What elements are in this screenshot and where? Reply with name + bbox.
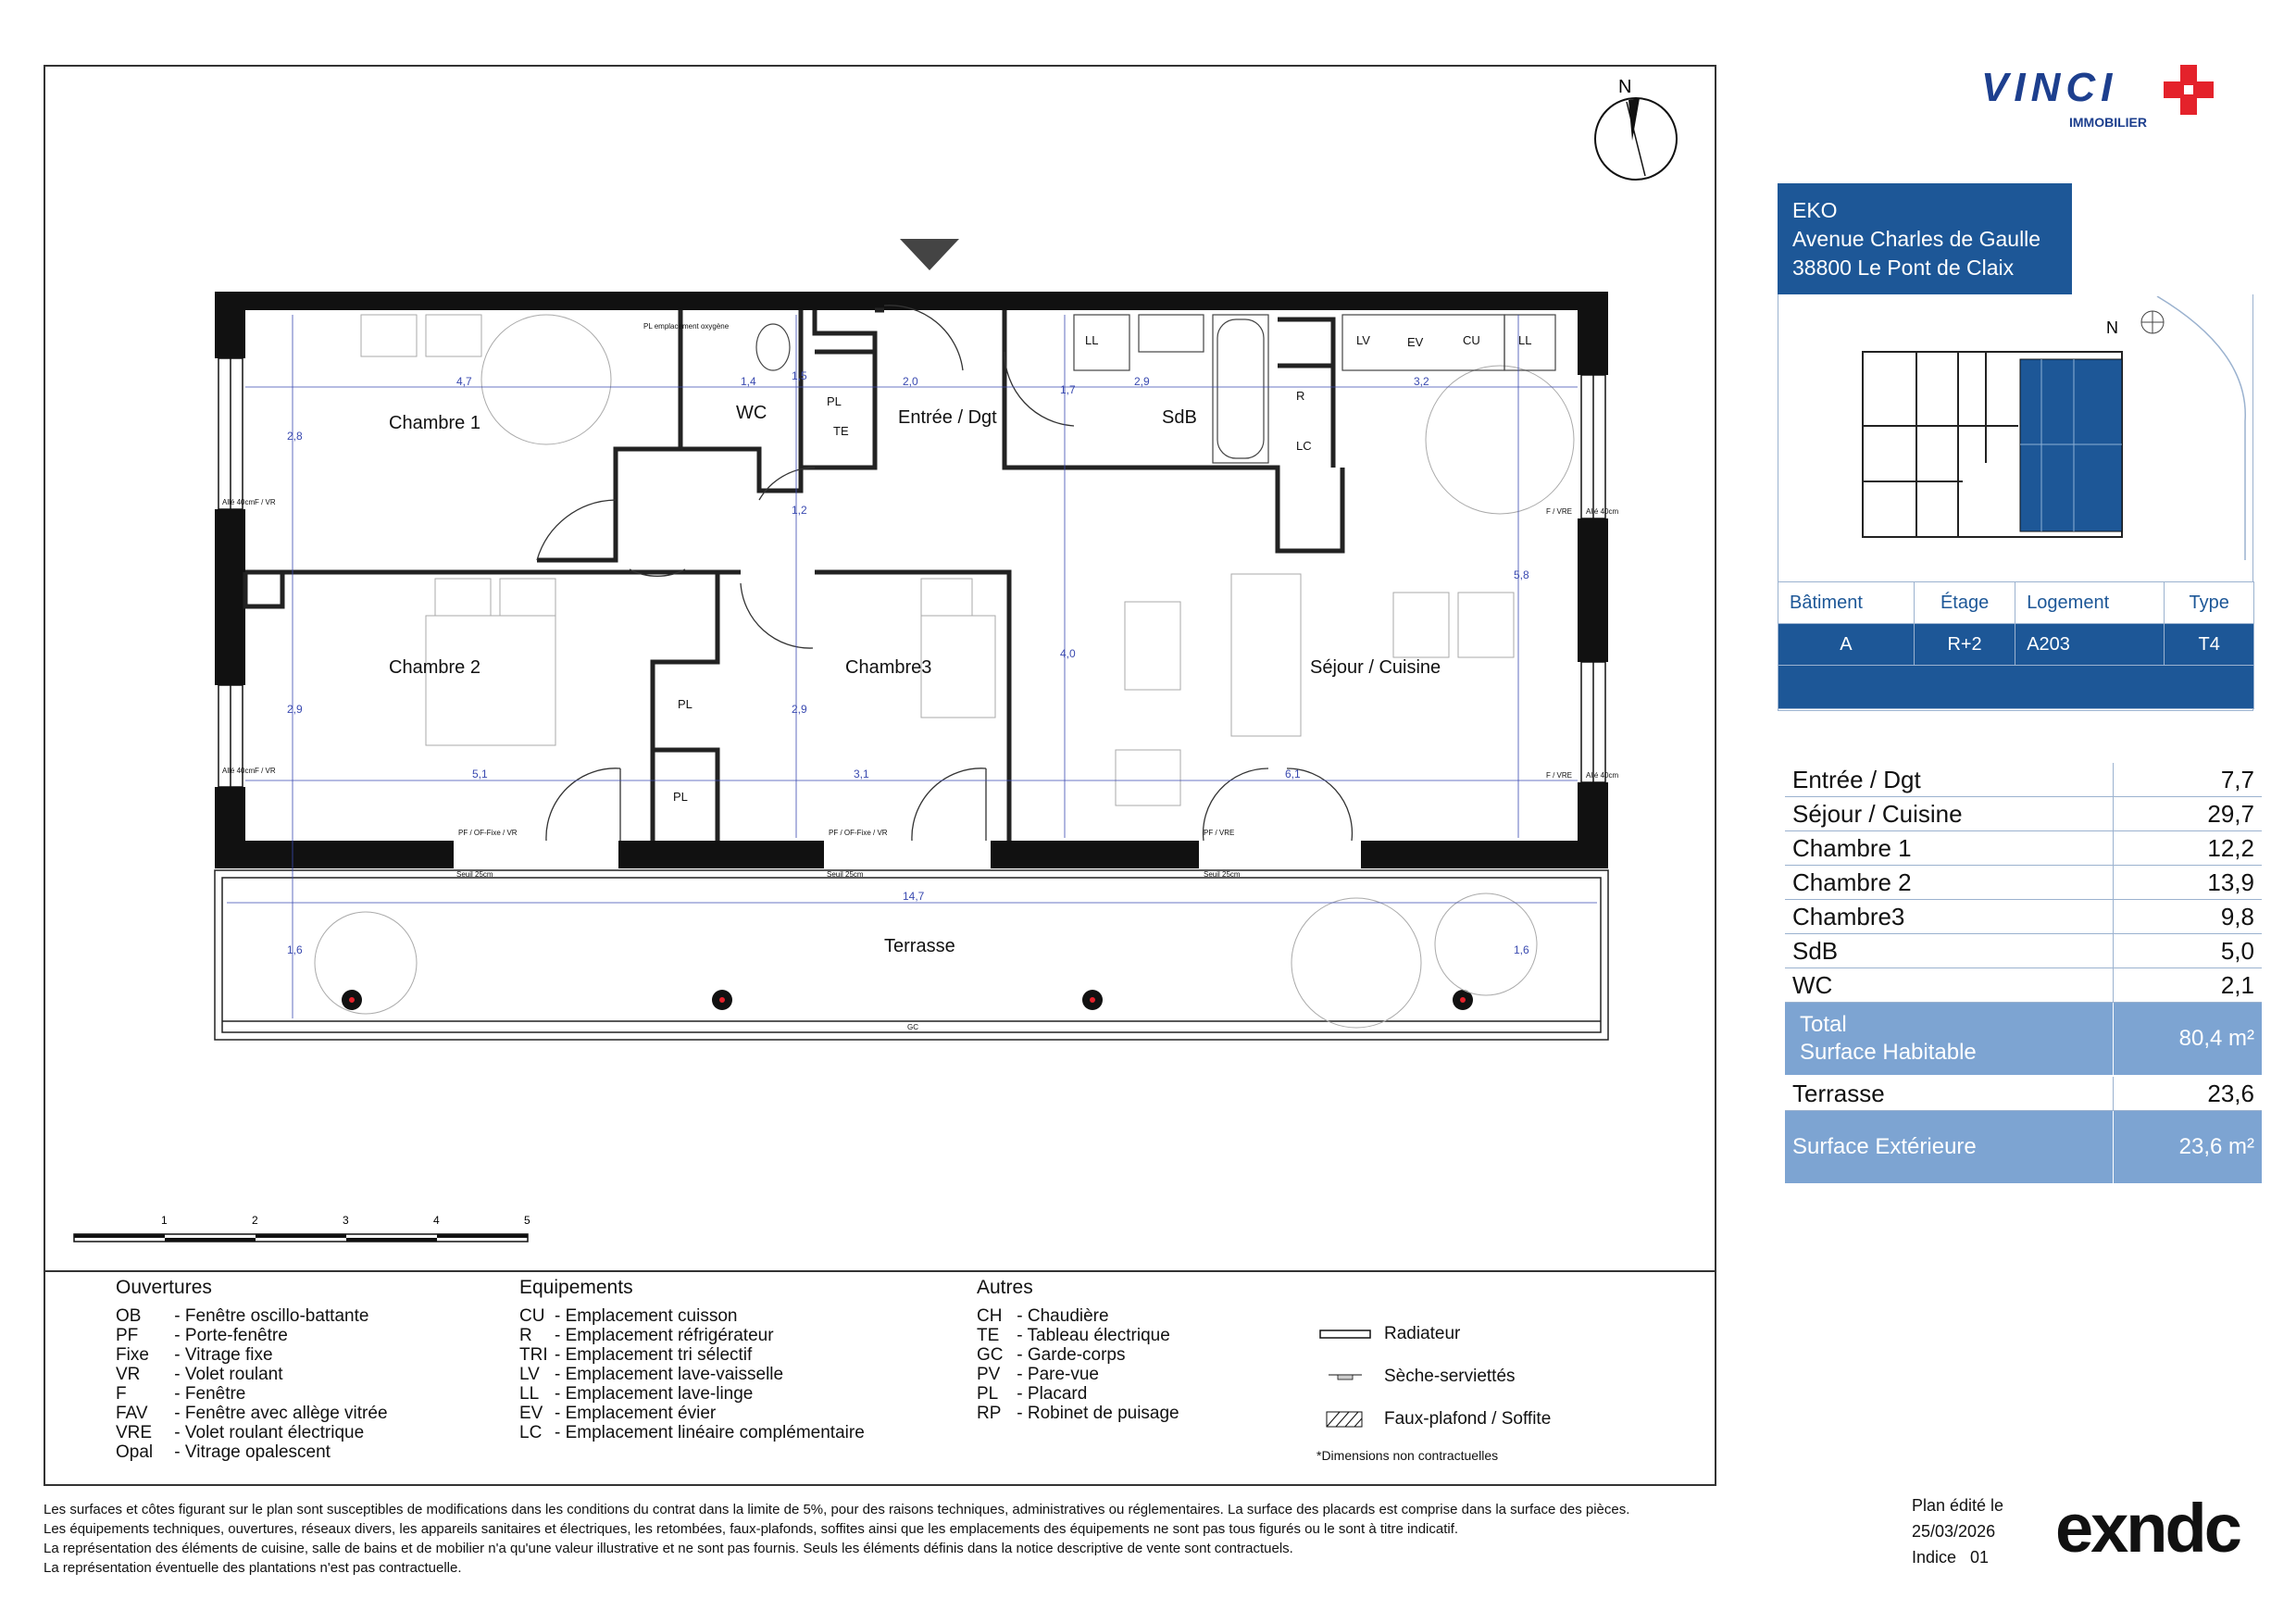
dim: 2,8 bbox=[287, 430, 303, 443]
pl-note: PL emplacement oxygène bbox=[643, 322, 730, 331]
header-batiment: Bâtiment bbox=[1778, 582, 1915, 624]
dim: 1,2 bbox=[792, 504, 807, 517]
room-name: SdB bbox=[1785, 934, 2113, 968]
symbol-label: Radiateur bbox=[1384, 1324, 1461, 1343]
fixture-lv: LV bbox=[1356, 333, 1370, 347]
fixture-pl: PL bbox=[673, 790, 688, 804]
header-type: Type bbox=[2165, 582, 2254, 624]
fixture-pl: PL bbox=[827, 394, 842, 408]
room-name: Chambre3 bbox=[1785, 900, 2113, 934]
total-exterior-label: Surface Extérieure bbox=[1785, 1111, 2113, 1185]
window-note: F / VR bbox=[255, 498, 276, 506]
value-logement: A203 bbox=[2015, 624, 2165, 666]
scale-bar bbox=[74, 1214, 530, 1242]
fixture-cu: CU bbox=[1463, 333, 1480, 347]
total-habitable-label: Total Surface Habitable bbox=[1785, 1003, 2113, 1077]
north-compass-icon bbox=[1595, 77, 1677, 180]
value-etage: R+2 bbox=[1914, 624, 2015, 666]
seuil-note: Seuil 25cm bbox=[456, 870, 493, 879]
door-note: PF / OF-Fixe / VR bbox=[829, 829, 888, 837]
dim: 1,6 bbox=[1514, 943, 1529, 956]
seuil-note: Seuil 25cm bbox=[827, 870, 864, 879]
room-name: Entrée / Dgt bbox=[1785, 763, 2113, 797]
north-label: N bbox=[1618, 77, 1632, 97]
north-label: N bbox=[2106, 318, 2118, 337]
dimensions-note: *Dimensions non contractuelles bbox=[1316, 1448, 1499, 1463]
label-chambre3: Chambre3 bbox=[845, 657, 932, 678]
dim: 3,2 bbox=[1414, 375, 1429, 388]
fixture-ev: EV bbox=[1407, 335, 1424, 349]
fixture-r: R bbox=[1296, 389, 1305, 403]
scale-tick: 3 bbox=[343, 1214, 349, 1227]
vinci-logo: VINCI IMMOBILIER bbox=[1981, 65, 2117, 111]
label-chambre1: Chambre 1 bbox=[389, 413, 480, 433]
room-name: WC bbox=[1785, 968, 2113, 1003]
label-chambre2: Chambre 2 bbox=[389, 657, 480, 678]
window-note: Allé 40cm bbox=[1586, 771, 1619, 780]
legend-autres: Autres CH - Chaudière TE - Tableau électrique GC - Garde-corps PV - Pare-vue PL - Placard RP - Robinet de puisage bbox=[977, 1277, 1179, 1423]
fixture-te: TE bbox=[833, 424, 849, 438]
dim: 1,6 bbox=[287, 943, 303, 956]
dim: 2,0 bbox=[903, 375, 918, 388]
legend-equipements: Equipements CU - Emplacement cuisson R - Emplacement réfrigérateur TRI - Emplacement tri sélectif LV - Emplacement lave-vaisselle LL - Emplacement lave-linge EV - Emplacement évier LC - Emplacement linéaire complémentaire bbox=[519, 1277, 865, 1442]
building-key-plan bbox=[1852, 296, 2250, 574]
fixture-pl: PL bbox=[678, 697, 693, 711]
dim: 2,9 bbox=[287, 703, 303, 716]
dim: 5,1 bbox=[472, 768, 488, 780]
fixture-ll: LL bbox=[1518, 333, 1532, 347]
scale-tick: 1 bbox=[161, 1214, 168, 1227]
symbol-label: Faux-plafond / Soffite bbox=[1384, 1409, 1552, 1429]
dim: 5,8 bbox=[1514, 568, 1529, 581]
window-note: Allé 40cm bbox=[222, 767, 256, 775]
room-name: Terrasse bbox=[1785, 1076, 2113, 1111]
room-area: 9,8 bbox=[2113, 900, 2262, 934]
window-note: F / VR bbox=[255, 767, 276, 775]
fixture-lc: LC bbox=[1296, 439, 1312, 453]
room-area: 29,7 bbox=[2113, 797, 2262, 831]
room-name: Chambre 2 bbox=[1785, 866, 2113, 900]
legend-separator bbox=[44, 1270, 1716, 1272]
edition-info bbox=[1912, 1492, 2003, 1570]
hatch-icon bbox=[1319, 1410, 1371, 1429]
label-entree: Entrée / Dgt bbox=[898, 407, 997, 428]
vinci-mark-icon bbox=[2162, 65, 2217, 130]
window-note: F / VRE bbox=[1546, 771, 1573, 780]
legend-symbols bbox=[1319, 1313, 1551, 1441]
dim: 1,5 bbox=[792, 369, 807, 382]
dim: 6,1 bbox=[1285, 768, 1301, 780]
room-area: 5,0 bbox=[2113, 934, 2262, 968]
total-habitable-value: 80,4 m² bbox=[2113, 1003, 2262, 1077]
room-area: 13,9 bbox=[2113, 866, 2262, 900]
legend-ouvertures: Ouvertures OB - Fenêtre oscillo-battante PF - Porte-fenêtre Fixe - Vitrage fixe VR - Volet roulant F - Fenêtre FAV - Fenêtre avec allège vitrée VRE - Volet roulant électrique Opal - Vitrage opalescent bbox=[116, 1277, 388, 1462]
window-note: Allé 40cm bbox=[1586, 507, 1619, 516]
dim: 14,7 bbox=[903, 890, 925, 903]
door-note: PF / VRE bbox=[1204, 829, 1235, 837]
label-sdb: SdB bbox=[1162, 407, 1197, 428]
dim: 1,4 bbox=[741, 375, 756, 388]
unit-info-table bbox=[1778, 581, 2254, 709]
scale-tick: 2 bbox=[252, 1214, 258, 1227]
total-exterior-value: 23,6 m² bbox=[2113, 1111, 2262, 1185]
window-note: Allé 40cm bbox=[222, 498, 256, 506]
header-etage: Étage bbox=[1914, 582, 2015, 624]
legend-title: Equipements bbox=[519, 1277, 633, 1298]
radiator-icon bbox=[1319, 1328, 1371, 1341]
project-address-2: 38800 Le Pont de Claix bbox=[1792, 256, 2015, 280]
dim: 4,7 bbox=[456, 375, 472, 388]
project-name: EKO bbox=[1792, 198, 1838, 222]
project-address-box bbox=[1778, 183, 2072, 294]
room-area: 12,2 bbox=[2113, 831, 2262, 866]
room-area: 7,7 bbox=[2113, 763, 2262, 797]
value-type: T4 bbox=[2165, 624, 2254, 666]
edition-date: 25/03/2026 bbox=[1912, 1522, 1996, 1541]
legend-title: Autres bbox=[977, 1277, 1033, 1298]
dim: 2,9 bbox=[792, 703, 807, 716]
edition-label: Plan édité le bbox=[1912, 1496, 2004, 1515]
seuil-note: Seuil 25cm bbox=[1204, 870, 1241, 879]
label-wc: WC bbox=[736, 403, 767, 423]
scale-tick: 5 bbox=[524, 1214, 530, 1227]
surface-table bbox=[1785, 763, 2262, 1185]
dim: 3,1 bbox=[854, 768, 869, 780]
value-batiment: A bbox=[1778, 624, 1915, 666]
legend-title: Ouvertures bbox=[116, 1277, 212, 1298]
room-name: Séjour / Cuisine bbox=[1785, 797, 2113, 831]
entrance-arrow-icon bbox=[900, 239, 959, 270]
room-area: 23,6 bbox=[2113, 1076, 2262, 1111]
label-terrasse: Terrasse bbox=[884, 936, 955, 956]
project-address-1: Avenue Charles de Gaulle bbox=[1792, 227, 2041, 251]
window-note: F / VRE bbox=[1546, 507, 1573, 516]
header-logement: Logement bbox=[2015, 582, 2165, 624]
scale-tick: 4 bbox=[433, 1214, 440, 1227]
symbol-label: Sèche-serviettés bbox=[1384, 1367, 1516, 1386]
room-area: 2,1 bbox=[2113, 968, 2262, 1003]
dim: 1,7 bbox=[1060, 383, 1076, 396]
door-note: PF / OF-Fixe / VR bbox=[458, 829, 518, 837]
edition-indice: Indice 01 bbox=[1912, 1548, 1990, 1567]
label-sejour: Séjour / Cuisine bbox=[1310, 657, 1441, 678]
fixture-ll: LL bbox=[1085, 333, 1099, 347]
disclaimer: Les surfaces et côtes figurant sur le plan sont susceptibles de modifications dans les conditions du contrat dans la limite de 5%, pour des raisons techniques, administratives ou réglementaires. La surface des placards est comprise dans la surface des pièces. Les équipements techniques, ouvertures, réseaux divers, les appareils sanitaires et électriques, les retombées, faux-plafonds, soffites ainsi que les emplacements des équipements ne sont pas tous figurés ou le sont à titre indicatif. La représentation des éléments de cuisine, salle de bains et de mobilier n'a qu'une valeur illustrative et ne sont pas fournis. Seuls les éléments définis dans la notice descriptive de vente sont contractuels. La représentation éventuelle des plantations n'est pas contractuelle. bbox=[44, 1502, 1630, 1576]
dim: 2,9 bbox=[1134, 375, 1150, 388]
towel-dryer-icon bbox=[1319, 1370, 1371, 1383]
architect-logo: exndc bbox=[2055, 1490, 2240, 1567]
gc-note: GC bbox=[907, 1023, 918, 1031]
room-name: Chambre 1 bbox=[1785, 831, 2113, 866]
dim: 4,0 bbox=[1060, 647, 1076, 660]
